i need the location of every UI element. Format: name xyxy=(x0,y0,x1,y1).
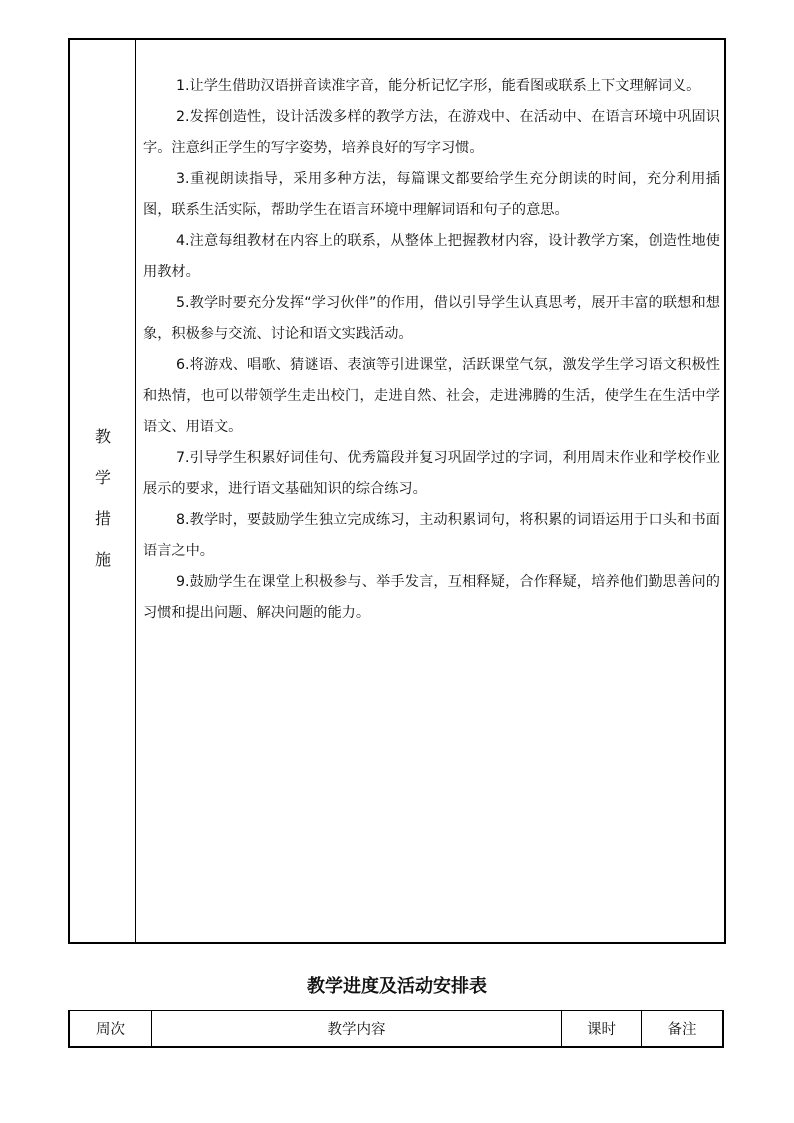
teaching-measures-label-cell xyxy=(70,40,136,942)
schedule-header-row xyxy=(68,1010,724,1048)
measure-item-5: 5.教学时要充分发挥“学习伙伴”的作用，借以引导学生认真思考，展开丰富的联想和想象，积极参与交流、讨论和语文实践活动。 xyxy=(143,295,720,342)
header-hours: 课时 xyxy=(562,1011,642,1046)
teaching-measures-list xyxy=(143,71,720,629)
measure-item-4: 4.注意每组教材在内容上的联系，从整体上把握教材内容，设计教学方案，创造性地使用教材。 xyxy=(143,233,720,280)
measure-item-9: 9.鼓励学生在课堂上积极参与、举手发言，互相释疑，合作释疑，培养他们勤思善问的习惯和提出问题、解决问题的能力。 xyxy=(143,574,720,621)
measure-item-1: 1.让学生借助汉语拼音读准字音，能分析记忆字形，能看图或联系上下文理解词义。 xyxy=(176,78,701,94)
measure-item-6: 6.将游戏、唱歌、猜谜语、表演等引进课堂，活跃课堂气氛，激发学生学习语文积极性和热情，也可以带领学生走出校门，走进自然、社会，走进沸腾的生活，使学生在生活中学语文、用语文。 xyxy=(143,357,720,435)
header-content: 教学内容 xyxy=(152,1011,562,1046)
measure-item-8: 8.教学时，要鼓励学生独立完成练习，主动积累词句，将积累的词语运用于口头和书面语言之中。 xyxy=(143,512,720,559)
measure-item-3: 3.重视朗读指导，采用多种方法，每篇课文都要给学生充分朗读的时间，充分利用插图，联系生活实际，帮助学生在语言环境中理解词语和句子的意思。 xyxy=(143,171,720,218)
measure-item-2: 2.发挥创造性，设计活泼多样的教学方法，在游戏中、在活动中、在语言环境中巩固识字。注意纠正学生的写字姿势，培养良好的写字习惯。 xyxy=(143,109,720,156)
header-week: 周次 xyxy=(70,1011,152,1046)
measure-item-7: 7.引导学生积累好词佳句、优秀篇段并复习巩固学过的字词，利用周末作业和学校作业展示的要求，进行语文基础知识的综合练习。 xyxy=(143,450,720,497)
teaching-measures-table xyxy=(68,38,726,944)
header-notes: 备注 xyxy=(667,1022,697,1038)
teaching-measures-label: 教 学 措 施 xyxy=(94,427,111,569)
schedule-title: 教学进度及活动安排表 xyxy=(307,976,487,997)
